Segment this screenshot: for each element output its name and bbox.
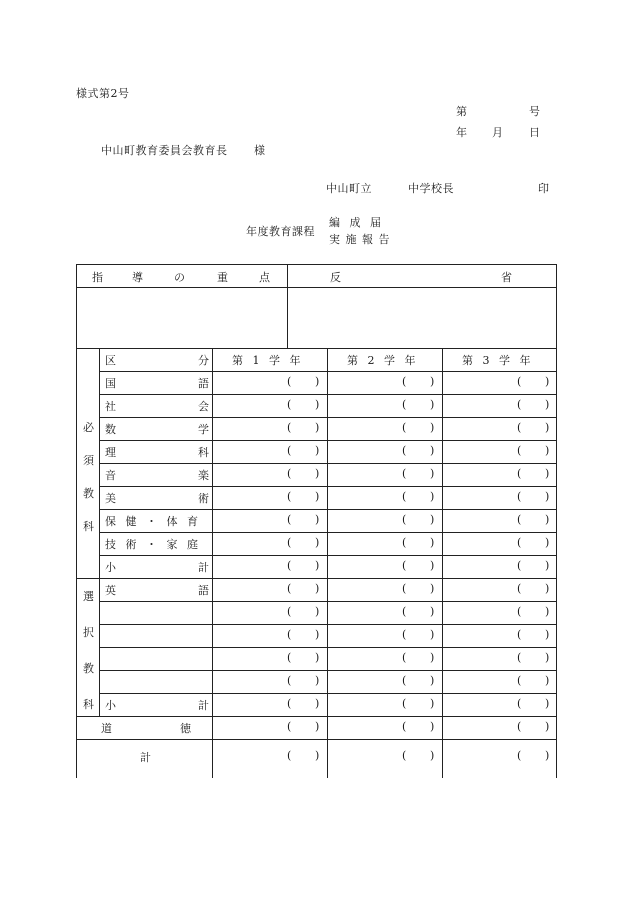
sender-school: 中学校長 (408, 182, 454, 195)
row-divider (99, 601, 557, 602)
paren-close: ) (545, 582, 550, 595)
paren-open: ( (402, 559, 407, 572)
header-focus-char: 導 (132, 271, 143, 284)
moral-label: 道 (101, 722, 112, 735)
row-divider (99, 440, 557, 441)
paren-close: ) (430, 697, 435, 710)
title-line1: 編 成 届 (329, 216, 384, 229)
required-group-char: 教 (83, 487, 94, 500)
paren-close: ) (545, 674, 550, 687)
paren-open: ( (287, 674, 292, 687)
paren-open: ( (517, 628, 522, 641)
paren-open: ( (287, 605, 292, 618)
paren-open: ( (402, 536, 407, 549)
paren-open: ( (402, 628, 407, 641)
paren-close: ) (315, 697, 320, 710)
subject-label: 計 (198, 699, 209, 712)
paren-close: ) (430, 444, 435, 457)
form-label: 様式第2号 (76, 87, 130, 100)
paren-close: ) (315, 467, 320, 480)
paren-close: ) (430, 749, 435, 762)
section-divider (76, 348, 557, 349)
paren-open: ( (287, 582, 292, 595)
sender-seal: 印 (538, 182, 550, 195)
paren-open: ( (287, 398, 292, 411)
paren-close: ) (315, 398, 320, 411)
paren-close: ) (430, 628, 435, 641)
subject-label: 計 (198, 561, 209, 574)
paren-open: ( (402, 490, 407, 503)
paren-open: ( (517, 375, 522, 388)
paren-open: ( (402, 674, 407, 687)
row-divider (99, 555, 557, 556)
paren-open: ( (287, 749, 292, 762)
header-reflection-char: 反 (330, 271, 341, 284)
paren-close: ) (545, 628, 550, 641)
paren-close: ) (545, 559, 550, 572)
table-left-border (76, 264, 77, 778)
paren-open: ( (517, 444, 522, 457)
paren-open: ( (402, 651, 407, 664)
subject-label: 国 (105, 377, 116, 390)
paren-open: ( (517, 559, 522, 572)
row-divider (99, 486, 557, 487)
elective-group-char: 択 (83, 626, 94, 639)
paren-open: ( (517, 467, 522, 480)
subject-label: 音 (105, 469, 116, 482)
paren-close: ) (545, 398, 550, 411)
elective-group-char: 教 (83, 662, 94, 675)
paren-open: ( (287, 536, 292, 549)
paren-open: ( (402, 605, 407, 618)
subject-label: 術 (198, 492, 209, 505)
paren-open: ( (517, 398, 522, 411)
subject-label: 語 (198, 377, 209, 390)
paren-open: ( (287, 651, 292, 664)
paren-close: ) (315, 582, 320, 595)
title-prefix: 年度教育課程 (246, 225, 315, 238)
subject-label: 技 術 ・ 家 庭 (105, 538, 201, 551)
paren-open: ( (402, 582, 407, 595)
elective-group-char: 科 (83, 698, 94, 711)
sender-town: 中山町立 (326, 182, 372, 195)
row-divider (99, 647, 557, 648)
paren-close: ) (430, 467, 435, 480)
row-divider (99, 509, 557, 510)
header-focus-char: 指 (92, 271, 103, 284)
paren-open: ( (402, 749, 407, 762)
paren-close: ) (430, 582, 435, 595)
grade1-divider (212, 348, 213, 778)
paren-open: ( (517, 749, 522, 762)
header-reflection-char: 省 (501, 271, 512, 284)
column-grade2-label: 第 2 学 年 (347, 354, 419, 367)
column-grade1-label: 第 1 学 年 (232, 354, 304, 367)
paren-open: ( (287, 720, 292, 733)
paren-open: ( (287, 628, 292, 641)
paren-open: ( (517, 536, 522, 549)
header-divider (76, 287, 557, 288)
paren-open: ( (517, 605, 522, 618)
row-divider (99, 670, 557, 671)
paren-close: ) (315, 559, 320, 572)
doc-number-suffix: 号 (529, 105, 541, 118)
paren-open: ( (517, 582, 522, 595)
subject-label: 小 (105, 699, 116, 712)
column-category-label: 区 (105, 354, 116, 367)
row-divider (99, 532, 557, 533)
paren-open: ( (517, 720, 522, 733)
paren-close: ) (315, 444, 320, 457)
subject-label: 楽 (198, 469, 209, 482)
paren-close: ) (545, 720, 550, 733)
date-month: 月 (492, 126, 504, 139)
subject-label: 社 (105, 400, 116, 413)
paren-close: ) (315, 605, 320, 618)
grade2-divider (327, 348, 328, 778)
paren-open: ( (517, 513, 522, 526)
paren-close: ) (430, 536, 435, 549)
moral-row-bottom (76, 739, 557, 740)
paren-open: ( (402, 421, 407, 434)
paren-open: ( (517, 651, 522, 664)
addressee-name: 中山町教育委員会教育長 (101, 144, 228, 157)
row-divider (99, 417, 557, 418)
paren-open: ( (287, 513, 292, 526)
paren-close: ) (430, 513, 435, 526)
row-divider (99, 394, 557, 395)
required-group-bottom (76, 578, 557, 579)
paren-close: ) (315, 720, 320, 733)
paren-open: ( (402, 444, 407, 457)
paren-open: ( (287, 490, 292, 503)
header-focus-char: 重 (217, 271, 228, 284)
elective-group-char: 選 (83, 590, 94, 603)
grade3-divider (442, 348, 443, 778)
addressee-honorific: 様 (254, 144, 266, 157)
elective-group-bottom (76, 716, 557, 717)
paren-close: ) (545, 605, 550, 618)
paren-open: ( (287, 559, 292, 572)
subject-label: 保 健 ・ 体 育 (105, 515, 201, 528)
paren-close: ) (315, 421, 320, 434)
total-label: 計 (140, 751, 151, 764)
row-divider (99, 624, 557, 625)
paren-close: ) (545, 444, 550, 457)
subject-label: 小 (105, 561, 116, 574)
paren-open: ( (402, 398, 407, 411)
paren-close: ) (545, 467, 550, 480)
required-group-char: 須 (83, 454, 94, 467)
paren-close: ) (430, 398, 435, 411)
header-focus-char: 点 (259, 271, 270, 284)
paren-close: ) (545, 651, 550, 664)
row-divider (99, 463, 557, 464)
subject-label: 数 (105, 423, 116, 436)
paren-open: ( (402, 513, 407, 526)
date-day: 日 (529, 126, 541, 139)
paren-close: ) (545, 536, 550, 549)
paren-close: ) (430, 375, 435, 388)
paren-open: ( (517, 697, 522, 710)
required-group-char: 必 (83, 421, 94, 434)
subject-label: 科 (198, 446, 209, 459)
required-group-char: 科 (83, 520, 94, 533)
subject-label: 会 (198, 400, 209, 413)
table-right-border (556, 264, 557, 778)
paren-open: ( (402, 467, 407, 480)
paren-close: ) (430, 421, 435, 434)
doc-number-prefix: 第 (456, 105, 468, 118)
paren-close: ) (545, 421, 550, 434)
paren-close: ) (545, 749, 550, 762)
date-year: 年 (456, 126, 468, 139)
table-top-border (76, 264, 557, 265)
column-grade3-label: 第 3 学 年 (462, 354, 534, 367)
paren-close: ) (315, 749, 320, 762)
report-table (76, 264, 557, 778)
paren-close: ) (430, 490, 435, 503)
subject-label: 美 (105, 492, 116, 505)
paren-close: ) (545, 513, 550, 526)
paren-close: ) (315, 651, 320, 664)
header-focus-char: の (174, 271, 185, 284)
subject-label: 語 (198, 584, 209, 597)
paren-open: ( (517, 421, 522, 434)
paren-close: ) (315, 536, 320, 549)
focus-reflection-divider (287, 264, 288, 348)
paren-close: ) (545, 697, 550, 710)
subject-label: 英 (105, 584, 116, 597)
moral-label: 徳 (180, 722, 191, 735)
paren-close: ) (430, 559, 435, 572)
paren-open: ( (402, 720, 407, 733)
paren-open: ( (287, 444, 292, 457)
paren-open: ( (287, 375, 292, 388)
paren-close: ) (315, 628, 320, 641)
paren-close: ) (315, 674, 320, 687)
title-line2: 実 施 報 告 (329, 233, 391, 246)
paren-open: ( (287, 467, 292, 480)
subject-label: 学 (198, 423, 209, 436)
paren-open: ( (287, 421, 292, 434)
paren-close: ) (430, 605, 435, 618)
paren-close: ) (545, 375, 550, 388)
subject-label: 理 (105, 446, 116, 459)
paren-close: ) (430, 674, 435, 687)
paren-open: ( (517, 674, 522, 687)
paren-close: ) (315, 513, 320, 526)
column-header-bottom (99, 371, 557, 372)
paren-open: ( (287, 697, 292, 710)
row-divider (99, 693, 557, 694)
paren-close: ) (545, 490, 550, 503)
column-category-label: 分 (198, 354, 209, 367)
paren-open: ( (402, 697, 407, 710)
paren-open: ( (402, 375, 407, 388)
paren-close: ) (315, 375, 320, 388)
paren-close: ) (315, 490, 320, 503)
paren-close: ) (430, 720, 435, 733)
paren-open: ( (517, 490, 522, 503)
paren-close: ) (430, 651, 435, 664)
